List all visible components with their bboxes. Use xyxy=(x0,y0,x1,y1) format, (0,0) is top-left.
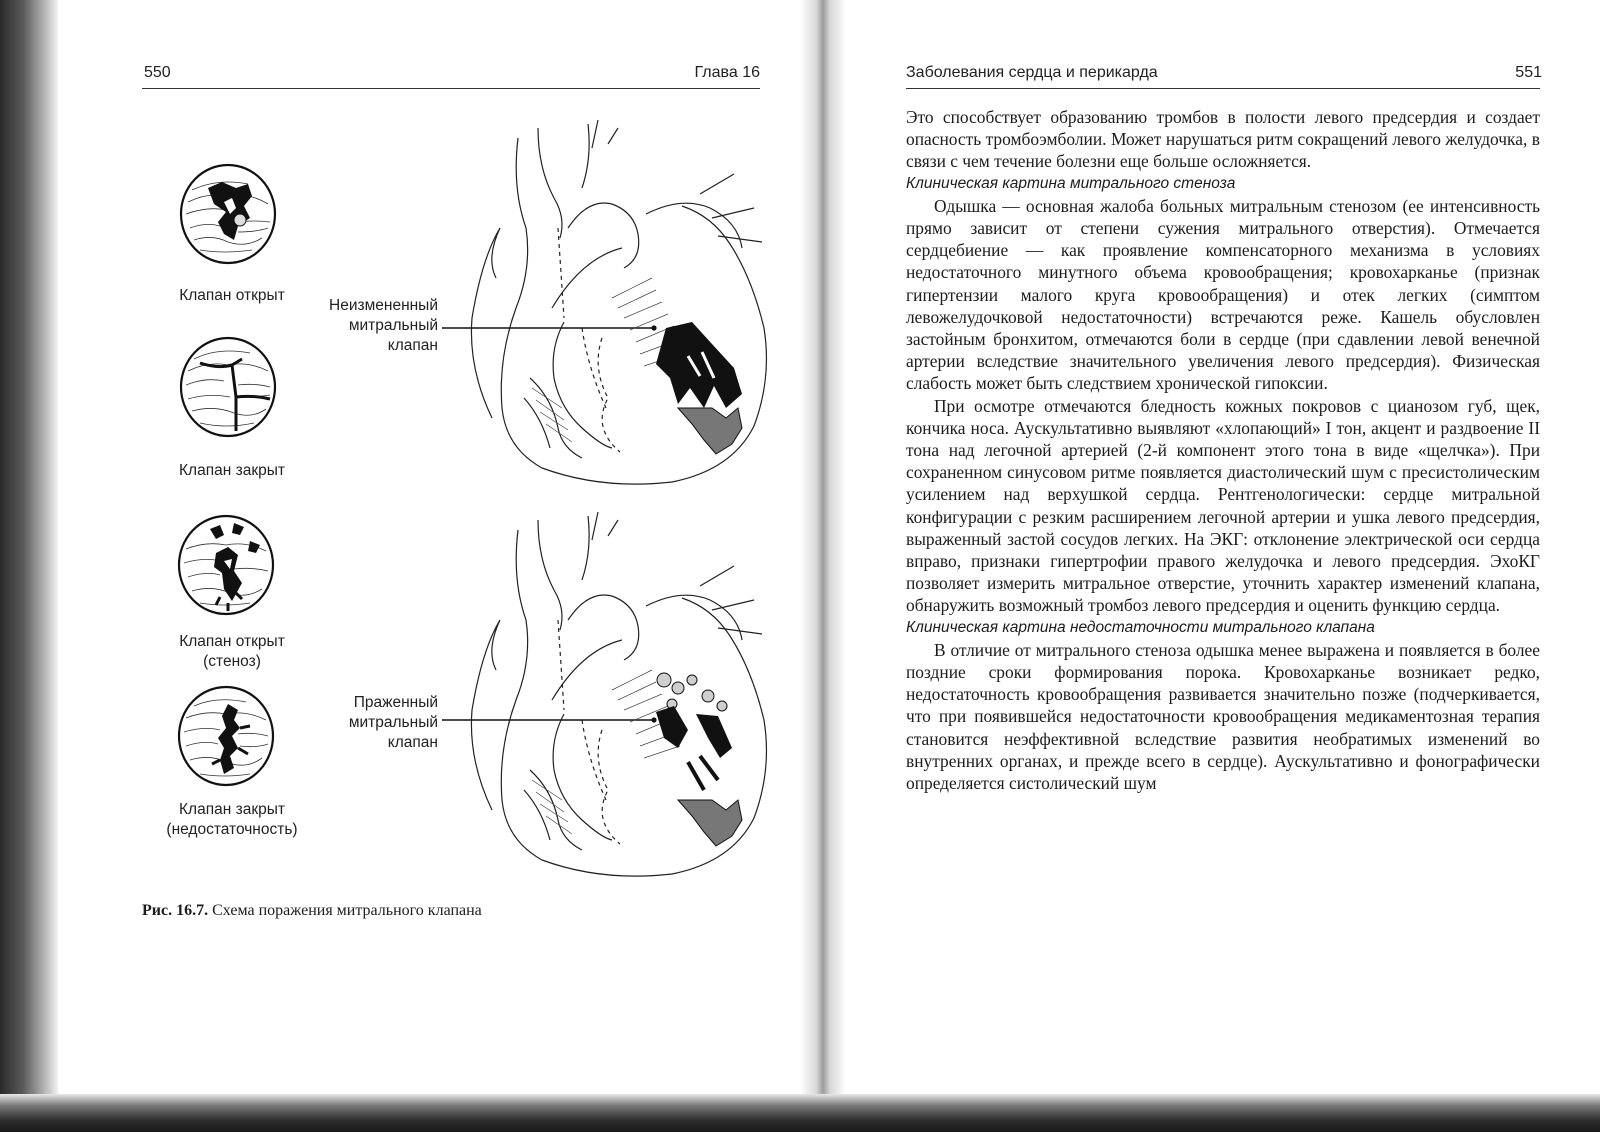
left-page xyxy=(58,0,800,1094)
page-number: 551 xyxy=(1515,64,1542,81)
valve-insufficiency-illustration xyxy=(176,684,276,788)
valve-closed-caption: Клапан закрыт xyxy=(179,462,285,479)
figure-caption xyxy=(142,902,482,920)
valve-stenosis-illustration xyxy=(176,513,276,617)
valve-open-illustration xyxy=(178,162,278,266)
figure-caption-text: Схема поражения митрального клапана xyxy=(208,902,482,919)
book-bottom-shadow xyxy=(0,1094,1600,1132)
valve-closed-illustration xyxy=(178,335,278,439)
paragraph-3: При осмотре отмечаются бледность кожных покровов с цианозом губ, щек, кончика носа. Аускультативно выявляют «хлопающий» I тон, акцент и раздвоение II тона над легочной артерией (2-й компонент этого тона в виде «щелчка»). При сохраненном синусовом ритме появляется диастолический шум с пресистолическим усилением над верхушкой сердца. Рентгенологически: сердце митральной конфигурации с резким расширением легочной артерии и ушка левого предсердия, выраженный застой сосудов легких. На ЭКГ: отклонение электрической оси сердца вправо, признаки гипертрофии правого желудочка и левого предсердия. ЭхоКГ позволяет измерить митральное отверстие, уточнить характер изменений клапана, обнаружить возможный тромбоз левого предсердия и оценить функцию сердца. xyxy=(906,395,1540,616)
paragraph-4: В отличие от митрального стеноза одышка менее выражена и появляется в более поздние сроки формирования порока. Кровохарканье возникает редко, недостаточность кровообращения развивается значительно позже (подчеркивается, что при появившейся недостаточности кровообращения медикаментозная терапия становится неэффективной вследствие развития необратимых изменений во внутренних органах, и прежде всего в сердце). Аускультативно и фонографически определяется систолический шум xyxy=(906,639,1540,794)
book-spine-shadow-left xyxy=(0,0,58,1132)
section-heading-insufficiency: Клиническая картина недостаточности митрального клапана xyxy=(906,618,1375,636)
affected-valve-label: Праженный митральный клапан xyxy=(348,694,438,751)
running-head: Заболевания сердца и перикарда xyxy=(906,64,1158,81)
body-text xyxy=(906,106,1540,794)
valve-insufficiency-caption: Клапан закрыт (недостаточность) xyxy=(166,801,298,838)
right-page xyxy=(846,0,1600,1094)
paragraph-2: Одышка — основная жалоба больных митральным стенозом (ее интенсивность прямо зависит от степени сужения митрального отверстия). Отмечается сердцебиение — как проявление компенсаторного механизма в условиях недостаточного минутного объема кровообращения; кровохарканье (признак гипертензии малого круга кровообращения) и отек легких (симптом левожелудочковой недостаточности) встречаются реже. Кашель обусловлен застойным бронхитом, отмечаются боли в сердце (при сдавлении левой венечной артерии вследствие значительного увеличения левого предсердия). Физическая слабость может быть следствием хронической гипоксии. xyxy=(906,195,1540,394)
section-heading-stenosis: Клиническая картина митрального стеноза xyxy=(906,174,1236,192)
normal-valve-label: Неизмененный митральный клапан xyxy=(329,297,438,354)
figure-number: Рис. 16.7. xyxy=(142,902,209,919)
chapter-header: Глава 16 xyxy=(694,64,760,81)
paragraph-1: Это способствует образованию тромбов в полости левого предсердия и создает опасность тромбоэмболии. Может нарушаться ритм сокращений левого желудочка, в связи с чем течение болезни еще больше осложняется. xyxy=(906,107,1540,172)
book-gutter xyxy=(800,0,846,1094)
heart-affected-valve-illustration xyxy=(442,500,802,880)
heart-normal-valve-illustration xyxy=(442,108,802,488)
valve-open-caption: Клапан открыт xyxy=(179,287,285,304)
valve-stenosis-caption: Клапан открыт (стеноз) xyxy=(179,633,285,670)
header-rule xyxy=(142,88,760,89)
page-number: 550 xyxy=(144,64,171,81)
header-rule xyxy=(906,88,1540,89)
